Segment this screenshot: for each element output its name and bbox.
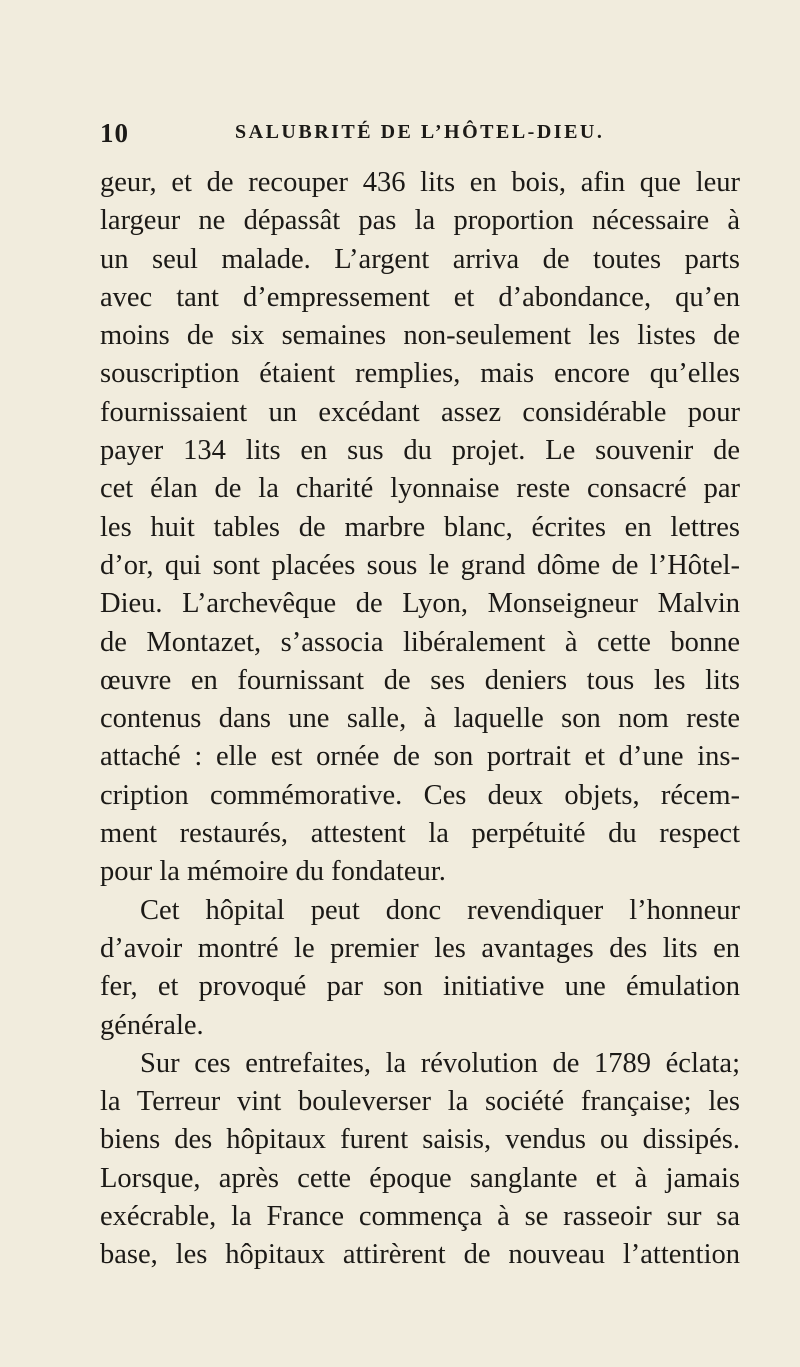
text-line: largeur ne dépassât pas la proportion nécessaire à	[100, 205, 740, 237]
body-text	[100, 164, 740, 1275]
text-line: exécrable, la France commença à se rasseoir sur sa	[100, 1201, 740, 1233]
text-line: un seul malade. L’argent arriva de toutes parts	[100, 243, 740, 275]
text-line: contenus dans une salle, à laquelle son nom reste	[100, 703, 740, 735]
text-line: base, les hôpitaux attirèrent de nouveau l’attention	[100, 1239, 740, 1271]
paragraph-start-line: Sur ces entrefaites, la révolution de 1789 éclata;	[140, 1047, 740, 1079]
text-line: de Montazet, s’associa libéralement à cette bonne	[100, 626, 740, 658]
text-line: Dieu. L’archevêque de Lyon, Monseigneur Malvin	[100, 588, 740, 620]
text-line: fournissaient un excédant assez considérable pour	[100, 396, 740, 428]
text-line: geur, et de recouper 436 lits en bois, afin que leur	[100, 167, 740, 198]
text-line: la Terreur vint bouleverser la société française; les	[100, 1086, 740, 1118]
text-line: ment restaurés, attestent la perpétuité du respect	[100, 818, 740, 850]
text-line: œuvre en fournissant de ses deniers tous les lits	[100, 664, 740, 696]
text-line: avec tant d’empressement et d’abondance, qu’en	[100, 281, 740, 313]
text-line: cet élan de la charité lyonnaise reste consacré par	[100, 473, 740, 505]
page-number: 10	[100, 118, 129, 148]
text-line: les huit tables de marbre blanc, écrites en lettres	[100, 511, 740, 543]
text-line: Lorsque, après cette époque sanglante et à jamais	[100, 1162, 740, 1194]
text-line: souscription étaient remplies, mais encore qu’elles	[100, 358, 740, 390]
text-line: d’avoir montré le premier les avantages des lits en	[100, 932, 740, 964]
running-title: SALUBRITÉ DE L’HÔTEL-DIEU.	[235, 121, 605, 143]
text-line: cription commémorative. Ces deux objets, récem-	[100, 779, 740, 811]
paragraph-end-line: pour la mémoire du fondateur.	[100, 856, 446, 888]
text-line: fer, et provoqué par son initiative une émulation	[100, 971, 740, 1003]
paragraph-end-line: générale.	[100, 1009, 204, 1041]
text-line: payer 134 lits en sus du projet. Le souvenir de	[100, 435, 740, 467]
text-line: moins de six semaines non-seulement les listes de	[100, 320, 740, 352]
running-head	[100, 118, 740, 148]
paragraph-start-line: Cet hôpital peut donc revendiquer l’honneur	[140, 894, 740, 926]
text-line: attaché : elle est ornée de son portrait et d’une ins-	[100, 741, 740, 773]
text-line: biens des hôpitaux furent saisis, vendus ou dissipés.	[100, 1124, 740, 1156]
text-line: d’or, qui sont placées sous le grand dôme de l’Hôtel-	[100, 549, 740, 581]
